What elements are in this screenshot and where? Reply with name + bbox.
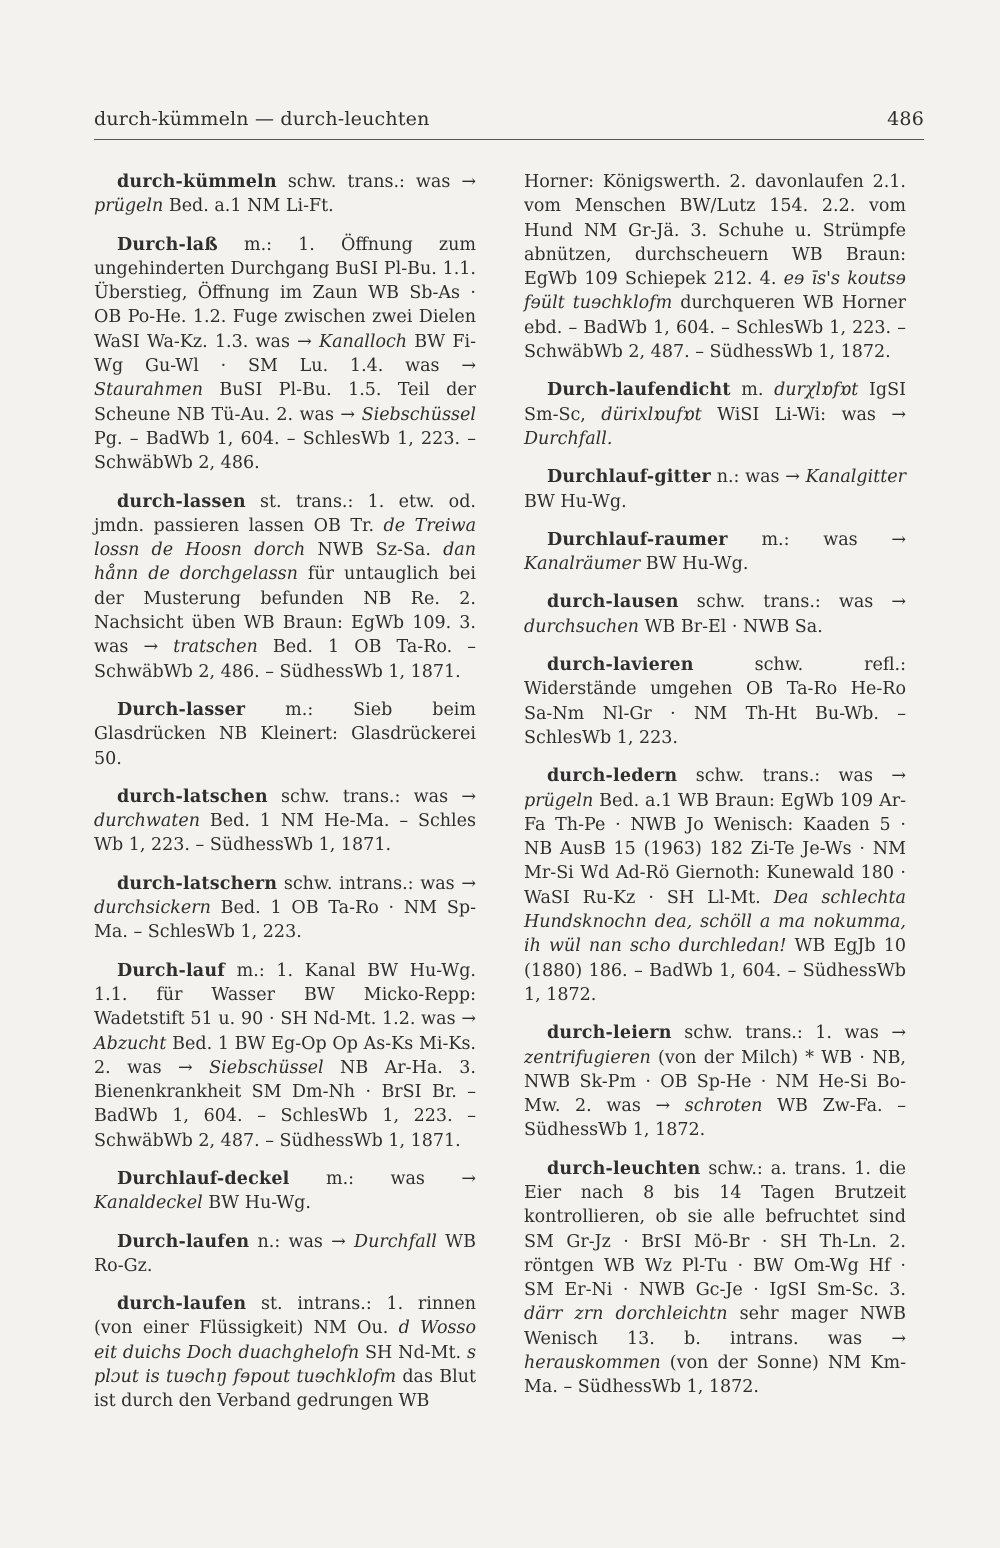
right-column — [524, 170, 906, 1414]
entry-definition-text: BW Hu-Wg. — [524, 491, 627, 512]
dictionary-entry — [524, 1157, 906, 1400]
entry-headword: durch-lavieren — [547, 655, 694, 676]
dictionary-entry — [94, 1292, 476, 1413]
entry-definition-text: schw.: a. trans. 1. die Eier nach 8 bis 14 Tagen Brutzeit kontrollieren, ob sie alle befruchtet sind SM Gr-Jz · BrSI Mö-Br · SH Th-Ln. 2. röntgen WB Wz Pl-Tu · BW Om-Wg Hf · SM Er-Ni · NWB Gc-Je · IgSI Sm-Sc. 3. — [524, 1158, 906, 1301]
entry-definition-text: WB Zw-Fa. – SüdhessWb 1, 1872. — [524, 1096, 906, 1141]
entry-definition-text: Horner: Königswerth. 2. davonlaufen 2.1. vom Menschen BW/Lutz 154. 2.2. vom Hund NM Gr-Jä. 3. Schuhe u. Strümpfe abnützen, durchscheuern WB Braun: EgWb 109 Schiepek 212. 4. — [524, 172, 906, 290]
entry-definition-text: NWB Sz-Sa. — [305, 540, 444, 561]
entry-example-italic: Abzucht — [94, 1033, 167, 1054]
dictionary-entry — [524, 1021, 906, 1142]
entry-example-italic: s plɔut is tuɘchŋ fɘpout tuɘchklofm — [94, 1342, 476, 1388]
entry-headword: durch-leiern — [547, 1023, 672, 1044]
entry-example-italic: dürixlɒufɒt — [601, 404, 702, 425]
entry-definition-text: WiSI Li-Wi: was → — [701, 404, 906, 425]
entry-definition-text: WB Ro-Gz. — [94, 1231, 476, 1276]
entry-headword: durch-ledern — [547, 766, 678, 787]
dictionary-entry — [524, 378, 906, 451]
entry-headword: durch-latschen — [117, 786, 268, 807]
entry-definition-text: m. — [730, 380, 775, 401]
entry-example-italic: herauskommen — [524, 1353, 661, 1374]
entry-example-italic: eɘ īs's koutsɘ fɘült tuɘchklofm — [524, 269, 906, 314]
dictionary-entry — [94, 785, 476, 858]
entry-example-italic: durχlɒfɒt — [774, 380, 859, 401]
entry-definition-text: durchqueren WB Horner ebd. – BadWb 1, 604. – SchlesWb 1, 223. – SchwäbWb 2, 487. – SüdhessWb 1, 1872. — [524, 293, 906, 363]
entry-example-italic: Durchfall — [354, 1231, 437, 1252]
entry-headword: durch-lassen — [117, 491, 246, 512]
entry-example-italic: tratschen — [173, 637, 258, 658]
dictionary-entry — [524, 764, 906, 1007]
entry-example-italic: prügeln — [524, 790, 594, 811]
entry-definition-text: schw. trans.: was → — [677, 766, 906, 787]
entry-definition-text: schw. refl.: Widerstände umgehen OB Ta-Ro He-Ro Sa-Nm Nl-Gr · NM Th-Ht Bu-Wb. – SchlesWb 1, 223. — [524, 655, 906, 748]
entry-definition-text: das Blut ist durch den Verband gedrungen WB — [94, 1367, 476, 1412]
left-column — [94, 170, 476, 1428]
entry-example-italic: zentrifugieren — [524, 1047, 651, 1068]
entry-headword: Durchlauf-gitter — [547, 467, 711, 488]
page-number: 486 — [887, 108, 924, 130]
dictionary-entry — [94, 170, 476, 219]
entry-headword: durch-lausen — [547, 592, 679, 613]
entry-definition-text: m.: 1. Öffnung zum ungehinderten Durchgang BuSI Pl-Bu. 1.1. Überstieg, Öffnung im Zaun WB Sb-As · OB Po-He. 1.2. Fuge zwischen zwei Dielen WaSI Wa-Kz. 1.3. was → — [94, 234, 476, 352]
dictionary-entry — [94, 490, 476, 684]
entry-example-italic: durchsickern — [94, 898, 211, 919]
entry-headword: Durch-laß — [117, 234, 218, 255]
dictionary-entry — [524, 590, 906, 639]
entry-example-italic: därr zrn dorchleichtn — [524, 1304, 728, 1325]
entry-headword: durch-laufen — [117, 1294, 247, 1315]
entry-definition-text: BuSI Pl-Bu. 1.5. Teil der Scheune NB Tü-Au. 2. was → — [94, 380, 476, 425]
entry-definition-text: IgSI Sm-Sc, — [524, 380, 906, 425]
entry-definition-text: Bed. 1 OB Ta-Ro · NM Sp-Ma. – SchlesWb 1, 223. — [94, 898, 476, 943]
dictionary-entry — [94, 1230, 476, 1279]
entry-definition-text: Bed. a.1 NM Li-Ft. — [163, 196, 334, 217]
entry-example-italic: durchsuchen — [524, 616, 639, 637]
entry-definition-text: Bed. 1 BW Eg-Op Op As-Ks Mi-Ks. 2. was → — [94, 1033, 476, 1078]
entry-example-italic: prügeln — [94, 196, 164, 217]
entry-definition-text: WB Br-El · NWB Sa. — [638, 616, 823, 637]
entry-definition-text: für untauglich bei der Musterung befunden NB Re. 2. Nachsicht üben WB Braun: EgWb 109. 3. was → — [94, 564, 476, 658]
entry-definition-text: NB Ar-Ha. 3. Bienenkrankheit SM Dm-Nh · BrSI Br. – BadWb 1, 604. – SchlesWb 1, 223. – SchwäbWb 2, 487. – SüdhessWb 1, 1871. — [94, 1057, 476, 1151]
entry-example-italic: Kanalräumer — [524, 554, 641, 575]
dictionary-entry — [94, 233, 476, 476]
dictionary-entry — [524, 465, 906, 514]
entry-definition-text: st. intrans.: 1. rinnen (von einer Flüssigkeit) NM Ou. — [94, 1294, 476, 1339]
entry-headword: Durchlauf-deckel — [117, 1168, 290, 1189]
entry-definition-text: SH Nd-Mt. — [359, 1342, 468, 1363]
dictionary-entry — [94, 959, 476, 1153]
entry-example-italic: d Wosso eit duichs Doch duachghelofn — [94, 1318, 476, 1363]
entry-definition-text: schw. trans.: was → — [267, 786, 476, 807]
dictionary-entry — [94, 872, 476, 945]
entry-example-italic: Siebschüssel — [209, 1057, 324, 1078]
entry-example-italic: Kanalgitter — [805, 467, 906, 488]
entry-definition-text: BW Hu-Wg. — [640, 554, 749, 575]
entry-definition-text: schw. trans.: 1. was → — [671, 1023, 906, 1044]
dictionary-entry — [524, 653, 906, 750]
entry-definition-text: Bed. 1 OB Ta-Ro. – SchwäbWb 2, 486. – SüdhessWb 1, 1871. — [94, 637, 477, 682]
dictionary-entry — [524, 170, 906, 364]
dictionary-entry — [524, 528, 906, 577]
entry-definition-text: Pg. – BadWb 1, 604. – SchlesWb 1, 223. – SchwäbWb 2, 486. — [94, 428, 476, 474]
entry-definition-text: Bed. a.1 WB Braun: EgWb 109 Ar-Fa Th-Pe · NWB Jo Wenisch: Kaaden 5 · NB AusB 15 (1963) 182 Zi-Te Je-Ws · NM Mr-Si Wd Ad-Rö Giernoth: Kunewald 180 · WaSI Ru-Kz · SH Ll-Mt. — [524, 790, 906, 908]
entry-definition-text: BW Hu-Wg. — [202, 1193, 311, 1214]
header-rule — [94, 139, 924, 140]
entry-example-italic: Kanalloch — [319, 331, 408, 352]
entry-definition-text: schw. trans.: was → — [678, 592, 906, 613]
entry-definition-text: schw. trans.: was → — [276, 172, 476, 192]
dictionary-entry — [94, 1167, 476, 1216]
entry-example-italic: Kanaldeckel — [94, 1193, 203, 1214]
entry-definition-text: n.: was → — [249, 1231, 355, 1252]
entry-headword: durch-latschern — [117, 873, 278, 894]
entry-definition-text: m.: was → — [289, 1168, 476, 1189]
running-header — [94, 108, 924, 138]
entry-definition-text: (von der Milch) * WB · NB, NWB Sk-Pm · OB Sp-He · NM He-Si Bo-Mw. 2. was → — [524, 1047, 906, 1117]
entry-headword: durch-leuchten — [547, 1158, 701, 1179]
entry-definition-text: (von der Sonne) NM Km-Ma. – SüdhessWb 1, 1872. — [524, 1353, 906, 1398]
entry-example-italic: Staurahmen — [94, 380, 204, 401]
entry-headword: Durch-laufen — [117, 1231, 250, 1252]
entry-definition-text: schw. intrans.: was → — [277, 873, 476, 894]
dictionary-entry — [94, 698, 476, 771]
entry-example-italic: Dea schlechta Hundsknochn dea, schöll a ma nokumma, ih wül nan scho durchledan! — [524, 887, 906, 957]
entry-definition-text: WB EgJb 10 (1880) 186. – BadWb 1, 604. – SüdhessWb 1, 1872. — [524, 936, 906, 1005]
entry-example-italic: dan hånn de dorchgelassn — [94, 540, 476, 585]
entry-example-italic: Siebschüssel — [361, 404, 476, 425]
entry-headword: Durch-lauf — [117, 960, 225, 981]
running-title: durch-kümmeln — durch-leuchten — [94, 108, 430, 130]
entry-headword: durch-kümmeln — [117, 172, 277, 192]
entry-example-italic: durchwaten — [94, 811, 200, 832]
entry-definition-text: Bed. 1 NM He-Ma. – Schles Wb 1, 223. – SüdhessWb 1, 1871. — [94, 811, 476, 856]
entry-definition-text: sehr mager NWB Wenisch 13. b. intrans. was → — [524, 1304, 906, 1349]
entry-example-italic: schroten — [684, 1096, 763, 1117]
entry-definition-text: m.: Sieb beim Glasdrücken NB Kleinert: Glasdrückerei 50. — [94, 699, 476, 769]
entry-definition-text: n.: was → — [710, 467, 806, 488]
entry-definition-text: st. trans.: 1. etw. od. jmdn. passieren lassen OB Tr. — [94, 491, 476, 536]
entry-definition-text: m.: 1. Kanal BW Hu-Wg. 1.1. für Wasser BW Micko-Repp: Wadetstift 51 u. 90 · SH Nd-Mt. 1.2. was → — [94, 960, 476, 1030]
entry-headword: Durchlauf-raumer — [547, 529, 728, 550]
entry-example-italic: Durchfall. — [524, 428, 613, 449]
entry-headword: Durch-laufendicht — [547, 380, 731, 401]
entry-definition-text: m.: was → — [727, 529, 906, 550]
entry-example-italic: de Treiwa lossn de Hoosn dorch — [94, 515, 476, 561]
entry-definition-text: BW Fi-Wg Gu-Wl · SM Lu. 1.4. was → — [94, 331, 477, 377]
entry-headword: Durch-lasser — [117, 699, 246, 720]
